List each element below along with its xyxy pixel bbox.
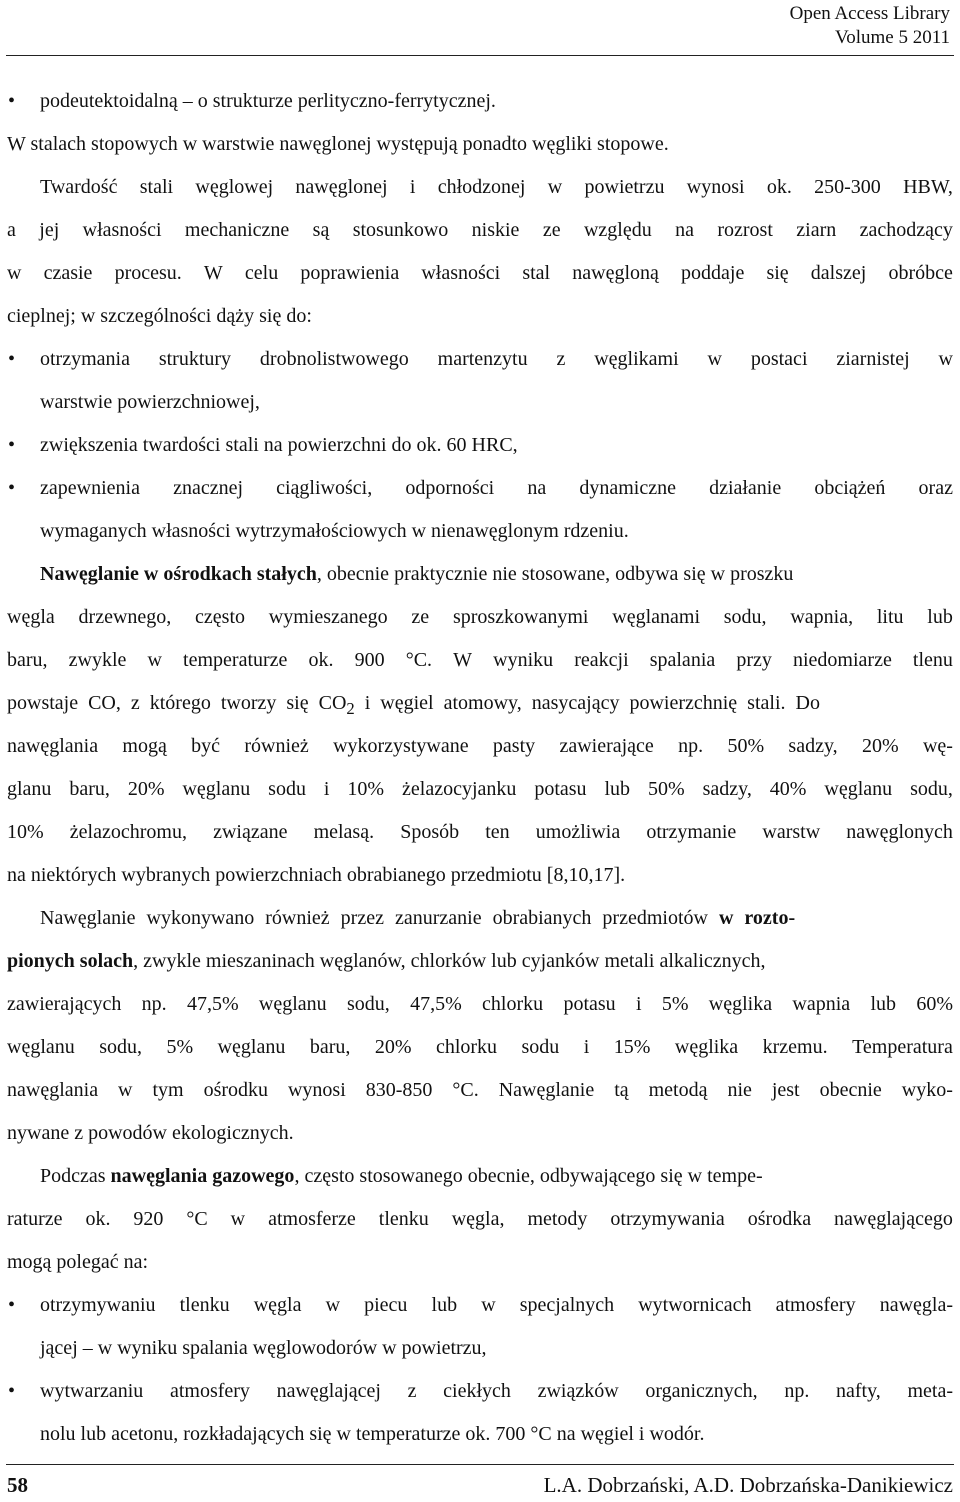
text-line [7, 467, 953, 510]
word: martenzytu [437, 348, 528, 370]
word: metodą [648, 1079, 708, 1101]
word: wapnia [792, 993, 851, 1015]
word: czasie [43, 262, 93, 284]
word: ten [485, 821, 510, 843]
word: rozrost [717, 219, 773, 241]
line-text: na niektórych wybranych powierzchniach obrabianego przedmiotu [8,10,17]. [7, 864, 626, 886]
word: własności [82, 219, 162, 241]
word: węgla [253, 1294, 302, 1316]
word: 10% [347, 778, 385, 800]
text-line [7, 1241, 953, 1284]
word: obróbce [888, 262, 953, 284]
word: węglowej [195, 176, 274, 198]
text-line [7, 1284, 953, 1327]
text-line [7, 1112, 953, 1155]
line-text: wymaganych własności wytrzymałościowych w nienawęglonym rdzeniu. [40, 520, 629, 542]
word: wyniku [493, 649, 554, 671]
word: zawierających [7, 993, 122, 1015]
text-line [7, 811, 953, 854]
subscript: 2 [346, 699, 355, 718]
line-text: Nawęglanie wykonywano również przez zanurzanie obrabianych przedmiotów w rozto- [40, 907, 796, 929]
word: związków [537, 1380, 619, 1402]
line-text: Nawęglanie w ośrodkach stałych, obecnie praktycznie nie stosowane, odbywa się w proszku [40, 563, 794, 585]
word: ok. [308, 649, 334, 671]
word: ciekłych [443, 1380, 511, 1402]
word: dalszej [810, 262, 867, 284]
word: węglanami [612, 606, 700, 628]
word: węgla, [451, 1208, 505, 1230]
word: W [203, 262, 223, 284]
word: wykorzystywane [333, 735, 469, 757]
word: w [481, 1294, 496, 1316]
text-line [7, 1370, 953, 1413]
word: działanie [709, 477, 782, 499]
bullet-marker: • [8, 477, 16, 499]
word: 40% [769, 778, 807, 800]
article-body [7, 80, 953, 1456]
word: sodu [521, 1036, 560, 1058]
word: otrzymywaniu [40, 1294, 156, 1316]
line-text: cieplnej; w szczególności dąży się do: [7, 305, 312, 327]
word: żelazocyjanku [402, 778, 517, 800]
word: nafty, [836, 1380, 881, 1402]
word: specjalnych [519, 1294, 615, 1316]
word: zwykle [68, 649, 127, 671]
text-line [7, 553, 953, 596]
word: żelazochromu, [69, 821, 187, 843]
line-text: mogą polegać na: [7, 1251, 149, 1273]
line-text: pionych solach, zwykle mieszaninach węglanów, chlorków lub cyjanków metali alkalicznych, [7, 950, 766, 972]
word: i [409, 176, 416, 198]
word: ośrodka [747, 1208, 812, 1230]
line-text: jącej – w wyniku spalania węglowodorów w powietrzu, [40, 1337, 487, 1359]
journal-volume: Volume 5 2011 [834, 27, 950, 48]
word: lub [927, 606, 953, 628]
word: znacznej [173, 477, 244, 499]
word: oraz [918, 477, 953, 499]
bold-term: pionych solach [7, 950, 134, 972]
word: i [583, 1036, 590, 1058]
word: sodu, [346, 993, 390, 1015]
word: struktury [158, 348, 232, 370]
text-line [7, 338, 953, 381]
word: i [635, 993, 642, 1015]
word: sadzy, [788, 735, 838, 757]
word: nawęglającego [834, 1208, 953, 1230]
word: 5% [166, 1036, 194, 1058]
word: nawęglającej [276, 1380, 381, 1402]
word: organicznych, [645, 1380, 758, 1402]
word: np. [141, 993, 167, 1015]
word: 47,5% [410, 993, 462, 1015]
word: HBW, [903, 176, 953, 198]
text-line [7, 1155, 953, 1198]
word: °C. [405, 649, 433, 671]
word: wytwarzaniu [40, 1380, 144, 1402]
text-line [7, 166, 953, 209]
word: reakcji [574, 649, 629, 671]
text-line [7, 424, 953, 467]
word: w [7, 262, 22, 284]
word: węgla [7, 606, 55, 628]
word: 15% [613, 1036, 651, 1058]
word: spalania [649, 649, 716, 671]
word: powietrzu [584, 176, 665, 198]
word: wynosi [287, 1079, 346, 1101]
word: względu [583, 219, 652, 241]
word: nawęgla- [879, 1294, 953, 1316]
word: na [527, 477, 547, 499]
bold-term: Nawęglanie w ośrodkach stałych [40, 563, 317, 585]
word: 20% [861, 735, 899, 757]
text-line [7, 940, 953, 983]
text-line [7, 897, 953, 940]
word: np. [784, 1380, 810, 1402]
word: sproszkowanymi [452, 606, 589, 628]
word: potasu [534, 778, 587, 800]
word: węglikami [594, 348, 679, 370]
bullet-marker: • [8, 434, 16, 456]
word: węglanu [217, 1036, 286, 1058]
word: odporności [405, 477, 495, 499]
word: związane [213, 821, 288, 843]
word: drobnolistwowego [259, 348, 409, 370]
word: poddaje [681, 262, 745, 284]
word: ok. [85, 1208, 111, 1230]
word: atmosferze [268, 1208, 356, 1230]
word: ziarnistej [836, 348, 910, 370]
footer-rule [6, 1464, 954, 1465]
text-line [7, 381, 953, 424]
word: drzewnego, [78, 606, 172, 628]
bullet-marker: • [8, 90, 16, 112]
text-line [7, 682, 953, 725]
word: węglika [708, 993, 773, 1015]
line-text: W stalach stopowych w warstwie nawęglonej występują ponadto węgliki stopowe. [7, 133, 669, 155]
word: meta- [907, 1380, 953, 1402]
text-line [7, 1026, 953, 1069]
word: piecu [364, 1294, 408, 1316]
word: ok. [766, 176, 792, 198]
word: poprawienia [300, 262, 400, 284]
text-line [7, 854, 953, 897]
header-rule [6, 55, 954, 56]
word: 50% [727, 735, 765, 757]
text-line [7, 252, 953, 295]
word: otrzymanie [646, 821, 737, 843]
word: być [191, 735, 221, 757]
word: ciągliwości, [276, 477, 373, 499]
word: tym [152, 1079, 184, 1101]
word: nawęglonej [295, 176, 388, 198]
word: baru, [69, 778, 110, 800]
word: a [7, 219, 16, 241]
word: przy [736, 649, 772, 671]
word: 47,5% [186, 993, 239, 1015]
line-text: nolu lub acetonu, rozkładających się w temperaturze ok. 700 °C na węgiel i wodór. [40, 1423, 705, 1445]
word: sodu, [723, 606, 767, 628]
text-line [7, 1069, 953, 1112]
word: dynamiczne [579, 477, 676, 499]
word: glanu [7, 778, 52, 800]
word: są [312, 219, 330, 241]
word: ziarn [796, 219, 837, 241]
word: atmosfery [775, 1294, 856, 1316]
word: raturze [7, 1208, 63, 1230]
word: postaci [750, 348, 808, 370]
word: lub [870, 993, 897, 1015]
text-line [7, 983, 953, 1026]
word: sodu, [910, 778, 953, 800]
text-line [7, 510, 953, 553]
word: węglanu [7, 1036, 75, 1058]
word: baru, [7, 649, 48, 671]
word: melasą. [313, 821, 375, 843]
word: w [118, 1079, 133, 1101]
word: zachodzący [859, 219, 953, 241]
word: wymieszanego [268, 606, 388, 628]
line-text: nywane z powodów ekologicznych. [7, 1122, 294, 1144]
bold-term: w rozto- [718, 907, 796, 929]
text-line [7, 209, 953, 252]
text-line [7, 768, 953, 811]
word: 60% [916, 993, 953, 1015]
word: i [323, 778, 330, 800]
line-text: Podczas nawęglania gazowego, często stosowanego obecnie, odbywającego się w tempe- [40, 1165, 763, 1187]
word: krzemu. [762, 1036, 828, 1058]
text-line [7, 123, 953, 166]
word: w [938, 348, 953, 370]
word: często [195, 606, 246, 628]
word: 250-300 [814, 176, 881, 198]
word: tlenu [912, 649, 953, 671]
word: nawęglania [7, 1079, 99, 1101]
text-line [7, 596, 953, 639]
word: Nawęglanie [498, 1079, 595, 1101]
page-footer [7, 1470, 953, 1500]
word: ze [542, 219, 561, 241]
word: warstw [762, 821, 821, 843]
word: z [556, 348, 566, 370]
text-line [7, 639, 953, 682]
bullet-marker: • [8, 1380, 16, 1402]
word: zawierające [559, 735, 654, 757]
word: mogą [122, 735, 167, 757]
word: metody [527, 1208, 588, 1230]
word: stosunkowo [352, 219, 449, 241]
word: baru, [309, 1036, 351, 1058]
text-line [7, 80, 953, 123]
word: 20% [374, 1036, 412, 1058]
text-line [7, 1198, 953, 1241]
word: 830-850 [365, 1079, 433, 1101]
word: celu [244, 262, 279, 284]
word: z [407, 1380, 417, 1402]
word: litu [876, 606, 904, 628]
word: °C. [452, 1079, 479, 1101]
word: °C [186, 1208, 208, 1230]
word: lub [431, 1294, 458, 1316]
word: 5% [661, 993, 689, 1015]
word: potasu [563, 993, 616, 1015]
bold-term: nawęglania gazowego [110, 1165, 295, 1187]
word: np. [678, 735, 704, 757]
word: Twardość [40, 176, 118, 198]
text-line [7, 295, 953, 338]
word: niskie [471, 219, 520, 241]
word: nie [727, 1079, 752, 1101]
word: chlorku [435, 1036, 498, 1058]
word: w [547, 176, 563, 198]
page-header [790, 2, 950, 50]
word: lub [604, 778, 631, 800]
line-text: powstaje CO, z którego tworzy się $CO_2$ i węgiel atomowy, nasycający powierzchnię stali. Do [7, 692, 820, 718]
word: w [707, 348, 722, 370]
word: własności [421, 262, 501, 284]
word: niedomiarze [792, 649, 892, 671]
word: nawęgloną [572, 262, 659, 284]
word: na [675, 219, 694, 241]
word: nawęglonych [846, 821, 953, 843]
word: chlorku [482, 993, 544, 1015]
word: atmosfery [169, 1380, 250, 1402]
word: obciążeń [814, 477, 886, 499]
word: również [244, 735, 309, 757]
word: tlenku [378, 1208, 429, 1230]
word: stal [522, 262, 551, 284]
word: chłodzonej [437, 176, 526, 198]
word: umożliwia [535, 821, 621, 843]
word: stali [139, 176, 174, 198]
text-line [7, 725, 953, 768]
word: jest [771, 1079, 800, 1101]
word: 10% [7, 821, 44, 843]
word: temperaturze [183, 649, 288, 671]
word: ośrodku [203, 1079, 269, 1101]
bullet-marker: • [8, 348, 16, 370]
word: wynosi [686, 176, 745, 198]
word: tą [614, 1079, 629, 1101]
line-text: zwiększenia twardości stali na powierzchni do ok. 60 HRC, [40, 434, 518, 456]
line-text: podeutektoidalną – o strukturze perlityczno-ferrytycznej. [40, 90, 496, 112]
word: wyko- [901, 1079, 953, 1101]
word: sadzy, [702, 778, 752, 800]
word: w [230, 1208, 246, 1230]
text-line [7, 1327, 953, 1370]
word: nawęglania [7, 735, 99, 757]
word: Sposób [400, 821, 460, 843]
word: otrzymania [40, 348, 130, 370]
text-line [7, 1413, 953, 1456]
word: sodu, [99, 1036, 143, 1058]
line-text: warstwie powierzchniowej, [40, 391, 260, 413]
word: obecnie [819, 1079, 882, 1101]
word: Temperatura [852, 1036, 953, 1058]
word: wapnia, [790, 606, 854, 628]
word: 900 [354, 649, 385, 671]
word: węglanu [824, 778, 893, 800]
word: węglika [674, 1036, 739, 1058]
word: w [147, 649, 162, 671]
word: wę- [922, 735, 953, 757]
word: tlenku [179, 1294, 230, 1316]
footer-authors: L.A. Dobrzański, A.D. Dobrzańska-Danikiewicz [543, 1473, 953, 1497]
journal-name: Open Access Library [789, 3, 950, 24]
word: w [325, 1294, 341, 1316]
word: ze [411, 606, 430, 628]
word: procesu. [114, 262, 182, 284]
word: W [453, 649, 473, 671]
word: mechaniczne [184, 219, 290, 241]
page-number: 58 [7, 1473, 28, 1497]
word: 50% [647, 778, 685, 800]
word: sodu [268, 778, 306, 800]
word: pasty [492, 735, 536, 757]
word: otrzymywania [610, 1208, 725, 1230]
word: zapewnienia [40, 477, 140, 499]
word: jej [39, 219, 60, 241]
word: się [766, 262, 789, 284]
word: wytwornicach [638, 1294, 752, 1316]
bullet-marker: • [8, 1294, 16, 1316]
word: 920 [133, 1208, 164, 1230]
word: 20% [127, 778, 165, 800]
word: węglanu [258, 993, 327, 1015]
word: węglanu [182, 778, 251, 800]
